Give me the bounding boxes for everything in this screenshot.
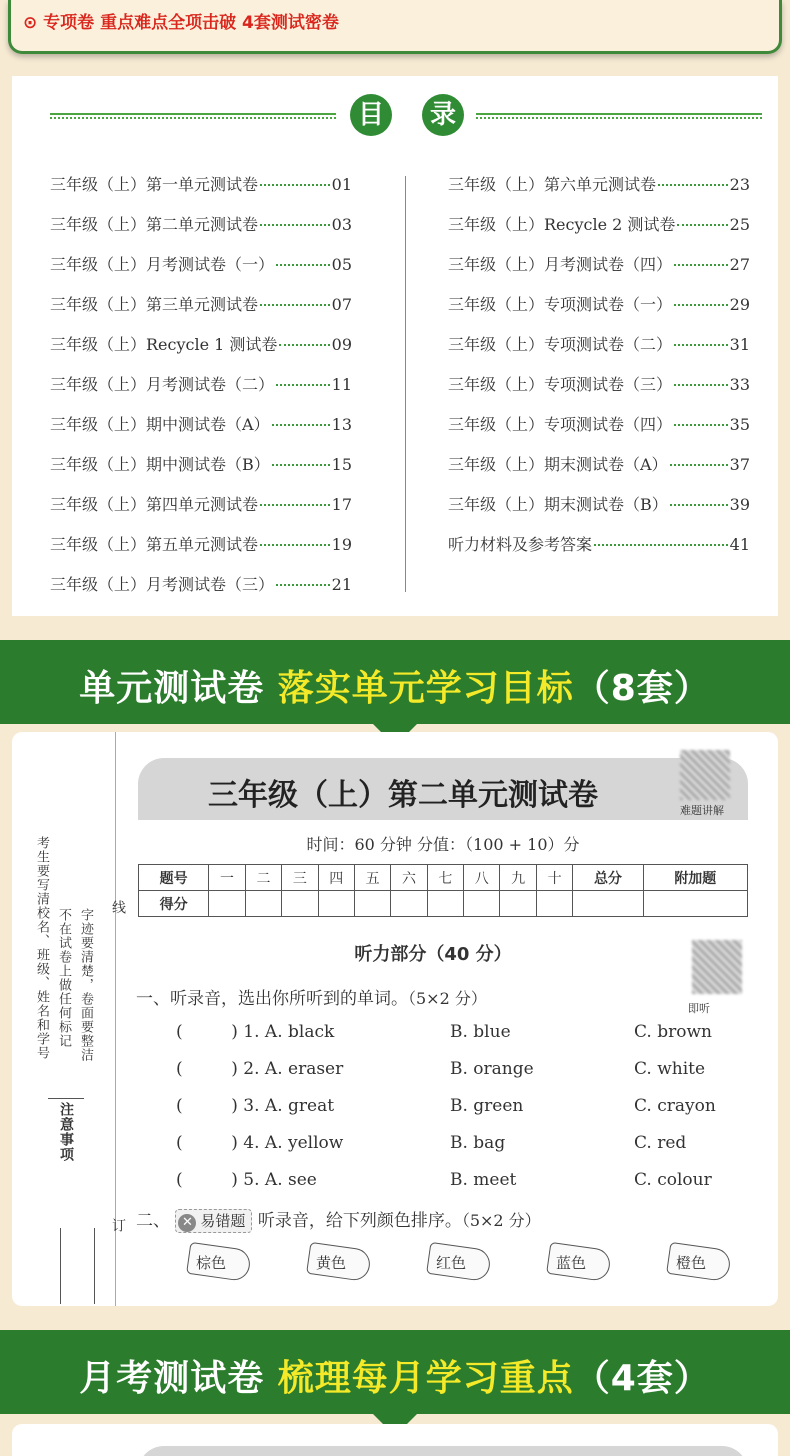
toc-entry-page: 29	[729, 295, 750, 314]
score-cell	[318, 891, 354, 917]
toc-entry-page: 35	[729, 415, 750, 434]
toc-entry-label: 三年级（上）月考测试卷（四）	[448, 255, 673, 274]
answer-option-row	[176, 1059, 756, 1089]
section-heading-count: （8套）	[573, 668, 711, 709]
score-table-header-cell: 题号	[139, 865, 209, 891]
toc-entry	[448, 492, 750, 532]
toc-leader-dots	[279, 344, 329, 346]
answer-option-row	[176, 1170, 756, 1200]
toc-entry-page: 31	[729, 335, 750, 354]
option-a: ( ) 2. A. eraser	[176, 1059, 344, 1079]
option-b: B. meet	[450, 1170, 517, 1190]
toc-entry-label: 三年级（上）月考测试卷（一）	[50, 255, 275, 274]
answer-option-row	[176, 1133, 756, 1163]
toc-leader-dots	[272, 424, 330, 426]
toc-leader-dots	[260, 544, 330, 546]
binding-line-2	[94, 1228, 95, 1304]
error-prone-tag	[175, 1209, 252, 1233]
toc-entry-page: 13	[331, 415, 352, 434]
score-table-header-cell: 总分	[573, 865, 643, 891]
toc-entry	[448, 332, 750, 372]
toc-title-char-1: 目	[350, 94, 392, 136]
binding-mark-staple: 订	[110, 1218, 126, 1233]
qr-code-icon	[680, 750, 730, 800]
toc-entry	[50, 572, 352, 612]
answer-option-row	[176, 1022, 756, 1052]
score-table-header-cell: 七	[427, 865, 463, 891]
section-header-monthly-tests	[0, 1330, 790, 1414]
toc-leader-dots	[674, 304, 728, 306]
score-cell	[427, 891, 463, 917]
question-2-text: 听录音，给下列颜色排序。	[252, 1211, 462, 1231]
toc-entry-label: 三年级（上）期中测试卷（B）	[50, 455, 270, 474]
close-icon: ✕	[178, 1214, 196, 1232]
question-2	[136, 1206, 541, 1233]
score-cell	[245, 891, 281, 917]
toc-entry	[448, 212, 750, 252]
toc-entry-page: 07	[331, 295, 352, 314]
toc-leader-dots	[276, 584, 330, 586]
toc-entry-label: 听力材料及参考答案	[448, 535, 593, 554]
score-cell	[282, 891, 318, 917]
paint-tube-icon	[424, 1242, 502, 1288]
score-table-header-cell: 一	[209, 865, 245, 891]
toc-entry-label: 三年级（上）期末测试卷（B）	[448, 495, 668, 514]
question-2-number: 二、	[136, 1211, 170, 1231]
toc-entry-label: 三年级（上）专项测试卷（一）	[448, 295, 673, 314]
side-heading: 注意事项	[58, 1102, 74, 1162]
top-banner	[8, 0, 782, 54]
side-rule	[48, 1098, 84, 1099]
toc-entry-page: 21	[331, 575, 352, 594]
toc-entry-label: 三年级（上）专项测试卷（三）	[448, 375, 673, 394]
section-heading-count: （4套）	[573, 1358, 711, 1399]
time-and-score: 时间：60 分钟 分值：（100 + 10）分	[306, 835, 580, 854]
toc-entry	[50, 452, 352, 492]
side-note-1: 考生要写清校名、班级、姓名和学号	[34, 836, 49, 1060]
toc-entry-label: 三年级（上）第六单元测试卷	[448, 175, 657, 194]
toc-entry	[448, 292, 750, 332]
table-of-contents	[12, 76, 778, 616]
side-note-3: 字迹要清楚，卷面要整洁	[78, 908, 93, 1062]
paint-tube-icon	[664, 1242, 742, 1288]
toc-left-column	[50, 172, 352, 612]
toc-entry	[50, 332, 352, 372]
score-table-header-row	[139, 865, 748, 891]
option-c: C. brown	[634, 1022, 712, 1042]
answer-option-row	[176, 1096, 756, 1126]
section-heading-yellow: 梳理每月学习重点	[277, 1358, 574, 1399]
binding-strip	[12, 732, 126, 1306]
exam-paper-preview	[12, 732, 778, 1306]
toc-leader-dots	[670, 504, 728, 506]
option-c: C. red	[634, 1133, 687, 1153]
error-prone-tag-label: 易错题	[200, 1212, 246, 1230]
toc-entry	[50, 412, 352, 452]
score-cell	[643, 891, 747, 917]
section-heading-white: 单元测试卷	[79, 668, 278, 709]
toc-leader-dots	[670, 464, 728, 466]
top-banner-text: ⊙ 专项卷 重点难点全项击破 4套测试密卷	[23, 13, 339, 33]
score-table-header-cell: 二	[245, 865, 281, 891]
score-cell	[536, 891, 572, 917]
toc-leader-dots	[276, 264, 330, 266]
toc-entry-label: 三年级（上）期末测试卷（A）	[448, 455, 668, 474]
toc-entry-label: 三年级（上）第一单元测试卷	[50, 175, 259, 194]
section-heading-white: 月考测试卷	[79, 1358, 278, 1399]
toc-entry	[448, 172, 750, 212]
toc-leader-dots	[260, 184, 330, 186]
score-cell	[209, 891, 245, 917]
toc-title-char-2: 录	[422, 94, 464, 136]
toc-divider	[405, 176, 406, 592]
toc-entry-page: 05	[331, 255, 352, 274]
toc-leader-dots	[677, 224, 727, 226]
toc-entry	[50, 212, 352, 252]
paint-tube-icon	[184, 1242, 262, 1288]
toc-title-rule-left	[50, 113, 336, 119]
question-1-text: 一、听录音，选出你所听到的单词。	[136, 989, 408, 1009]
paint-tube-label: 蓝色	[556, 1254, 587, 1272]
paint-tube-label: 棕色	[196, 1254, 227, 1272]
toc-leader-dots	[272, 464, 330, 466]
toc-leader-dots	[260, 304, 330, 306]
binding-mark-line: 线	[110, 900, 126, 915]
toc-entry	[448, 252, 750, 292]
score-table-header-cell: 十	[536, 865, 572, 891]
toc-entry	[448, 452, 750, 492]
toc-entry	[50, 492, 352, 532]
toc-entry-page: 37	[729, 455, 750, 474]
toc-entry	[448, 412, 750, 452]
toc-entry	[50, 532, 352, 572]
toc-entry-page: 09	[331, 335, 352, 354]
paint-tube-label: 黄色	[316, 1254, 347, 1272]
toc-leader-dots	[658, 184, 728, 186]
toc-entry-label: 三年级（上）第三单元测试卷	[50, 295, 259, 314]
question-1	[136, 984, 487, 1009]
toc-leader-dots	[276, 384, 330, 386]
option-c: C. crayon	[634, 1096, 716, 1116]
option-a: ( ) 3. A. great	[176, 1096, 335, 1116]
toc-entry-label: 三年级（上）月考测试卷（二）	[50, 375, 275, 394]
option-a: ( ) 5. A. see	[176, 1170, 317, 1190]
toc-entry-page: 01	[331, 175, 352, 194]
toc-entry-page: 33	[729, 375, 750, 394]
paint-tube-icon	[304, 1242, 382, 1288]
toc-entry	[448, 532, 750, 572]
score-table-header-cell: 附加题	[643, 865, 747, 891]
toc-leader-dots	[260, 504, 330, 506]
score-cell	[354, 891, 390, 917]
next-paper-title-bar	[138, 1446, 748, 1456]
paint-tube-icon	[544, 1242, 622, 1288]
option-b: B. orange	[450, 1059, 534, 1079]
toc-leader-dots	[674, 264, 728, 266]
option-c: C. white	[634, 1059, 706, 1079]
option-b: B. bag	[450, 1133, 506, 1153]
toc-entry	[448, 372, 750, 412]
section-header-unit-tests	[0, 640, 790, 724]
score-cell	[573, 891, 643, 917]
score-row-label: 得分	[139, 891, 209, 917]
toc-entry-label: 三年级（上）期中测试卷（A）	[50, 415, 270, 434]
qr-code-icon	[692, 940, 742, 994]
toc-entry-label: 三年级（上）第四单元测试卷	[50, 495, 259, 514]
paint-tube-label: 红色	[436, 1254, 467, 1272]
toc-entry-label: 三年级（上）第五单元测试卷	[50, 535, 259, 554]
toc-leader-dots	[674, 344, 728, 346]
question-1-score: （5×2 分）	[408, 989, 487, 1008]
toc-entry-page: 41	[729, 535, 750, 554]
question-2-score: （5×2 分）	[461, 1211, 541, 1230]
toc-leader-dots	[674, 384, 728, 386]
toc-entry-page: 27	[729, 255, 750, 274]
score-table-score-row	[139, 891, 748, 917]
toc-leader-dots	[594, 544, 728, 546]
paint-tube-label: 橙色	[676, 1254, 707, 1272]
toc-entry-page: 23	[729, 175, 750, 194]
score-cell	[464, 891, 500, 917]
qr-label-hard-explain: 难题讲解	[680, 804, 724, 817]
toc-entry-page: 11	[331, 375, 352, 394]
score-table-header-cell: 三	[282, 865, 318, 891]
toc-entry-page: 15	[331, 455, 352, 474]
toc-entry-label: 三年级（上）专项测试卷（四）	[448, 415, 673, 434]
option-a: ( ) 4. A. yellow	[176, 1133, 344, 1153]
score-table-header-cell: 四	[318, 865, 354, 891]
score-table	[138, 864, 748, 917]
section-heading-yellow: 落实单元学习目标	[277, 668, 574, 709]
toc-right-column	[448, 172, 750, 572]
toc-entry-page: 39	[729, 495, 750, 514]
paper-title: 三年级（上）第二单元测试卷	[208, 778, 598, 813]
side-note-2: 不在试卷上做任何标记	[56, 908, 71, 1048]
option-b: B. blue	[450, 1022, 511, 1042]
listening-heading: 听力部分（40 分）	[354, 944, 512, 965]
score-table-header-cell: 八	[464, 865, 500, 891]
score-cell	[500, 891, 536, 917]
toc-entry-label: 三年级（上）Recycle 2 测试卷	[448, 215, 676, 234]
score-table-header-cell: 九	[500, 865, 536, 891]
toc-entry-page: 03	[331, 215, 352, 234]
option-a: ( ) 1. A. black	[176, 1022, 335, 1042]
score-table-header-cell: 六	[391, 865, 427, 891]
toc-entry	[50, 292, 352, 332]
paper-title-bar	[138, 758, 748, 820]
score-cell	[391, 891, 427, 917]
next-paper-preview	[12, 1424, 778, 1456]
toc-entry	[50, 372, 352, 412]
toc-entry-label: 三年级（上）第二单元测试卷	[50, 215, 259, 234]
toc-title-rule-right	[476, 113, 762, 119]
option-c: C. colour	[634, 1170, 712, 1190]
toc-entry-page: 25	[729, 215, 750, 234]
toc-entry-label: 三年级（上）Recycle 1 测试卷	[50, 335, 278, 354]
toc-entry-page: 19	[331, 535, 352, 554]
toc-leader-dots	[674, 424, 728, 426]
section-heading	[0, 1350, 790, 1401]
toc-leader-dots	[260, 224, 330, 226]
qr-label-listen: 即听	[688, 1002, 710, 1015]
toc-entry-label: 三年级（上）专项测试卷（二）	[448, 335, 673, 354]
toc-entry-label: 三年级（上）月考测试卷（三）	[50, 575, 275, 594]
toc-entry	[50, 252, 352, 292]
score-table-header-cell: 五	[354, 865, 390, 891]
section-heading	[0, 660, 790, 711]
binding-line-1	[60, 1228, 61, 1304]
toc-entry-page: 17	[331, 495, 352, 514]
toc-entry	[50, 172, 352, 212]
option-b: B. green	[450, 1096, 524, 1116]
